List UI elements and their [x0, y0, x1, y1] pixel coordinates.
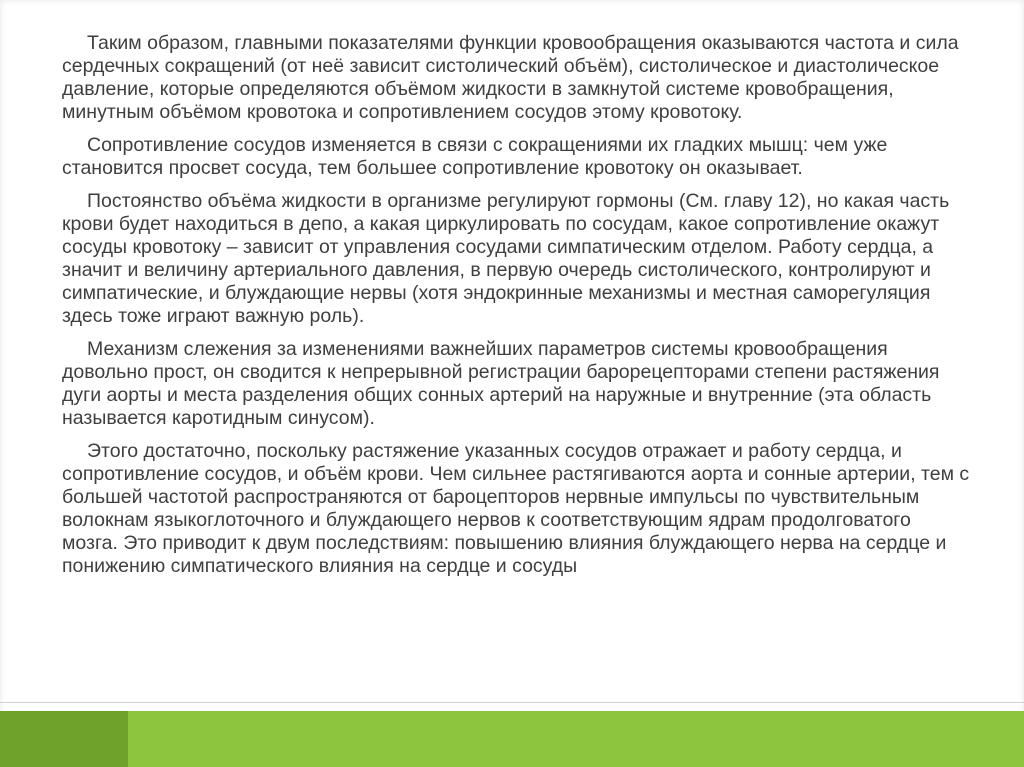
- paragraph-2: Сопротивление сосудов изменяется в связи с сокращениями их гладких мышц: чем уже становится просвет сосуда, тем большее сопротивление кровотоку он оказывает.: [62, 134, 888, 179]
- footer-divider-line: [0, 702, 1024, 703]
- slide-text-block: [62, 32, 972, 588]
- paragraph-4: Механизм слежения за изменениями важнейших параметров системы кровообращения довольно прост, он сводится к непрерывной регистрации барорецепторами степени растяжения дуги аорты и места разделения общих сонных артерий на наружные и внутренние (эта область называется каротидным синусом).: [62, 338, 940, 429]
- paragraph-3: Постоянство объёма жидкости в организме регулируют гормоны (См. главу 12), но какая часть крови будет находиться в депо, а какая циркулировать по сосудам, какое сопротивление окажут сосуды кровотоку – зависит от управления сосудами симпатическим отделом. Работу сердца, а значит и величину артериального давления, в первую очередь систолического, контролируют и симпатические, и блуждающие нервы (хотя эндокринные механизмы и местная саморегуляция здесь тоже играют важную роль).: [62, 190, 950, 327]
- footer-green-band: [0, 711, 1024, 767]
- paragraph-5: Этого достаточно, поскольку растяжение указанных сосудов отражает и работу сердца, и сопротивление сосудов, и объём крови. Чем сильнее растягиваются аорта и сонные артерии, тем с большей частотой распространяются от бароцепторов нервные импульсы по чувствительным волокнам языкоглоточного и блуждающего нервов к соответствующим ядрам продолговатого мозга. Это приводит к двум последствиям: повышению влияния блуждающего нерва на сердце и понижению симпатического влияния на сердце и сосуды: [62, 440, 970, 577]
- footer-green-accent-block: [0, 711, 128, 767]
- paragraph-1: Таким образом, главными показателями функции кровообращения оказываются частота и сила сердечных сокращений (от неё зависит систолический объём), систолическое и диастолическое давление, которые определяются объёмом жидкости в замкнутой системе кровобращения, минутным объёмом кровотока и сопротивлением сосудов этому кровотоку.: [62, 32, 959, 123]
